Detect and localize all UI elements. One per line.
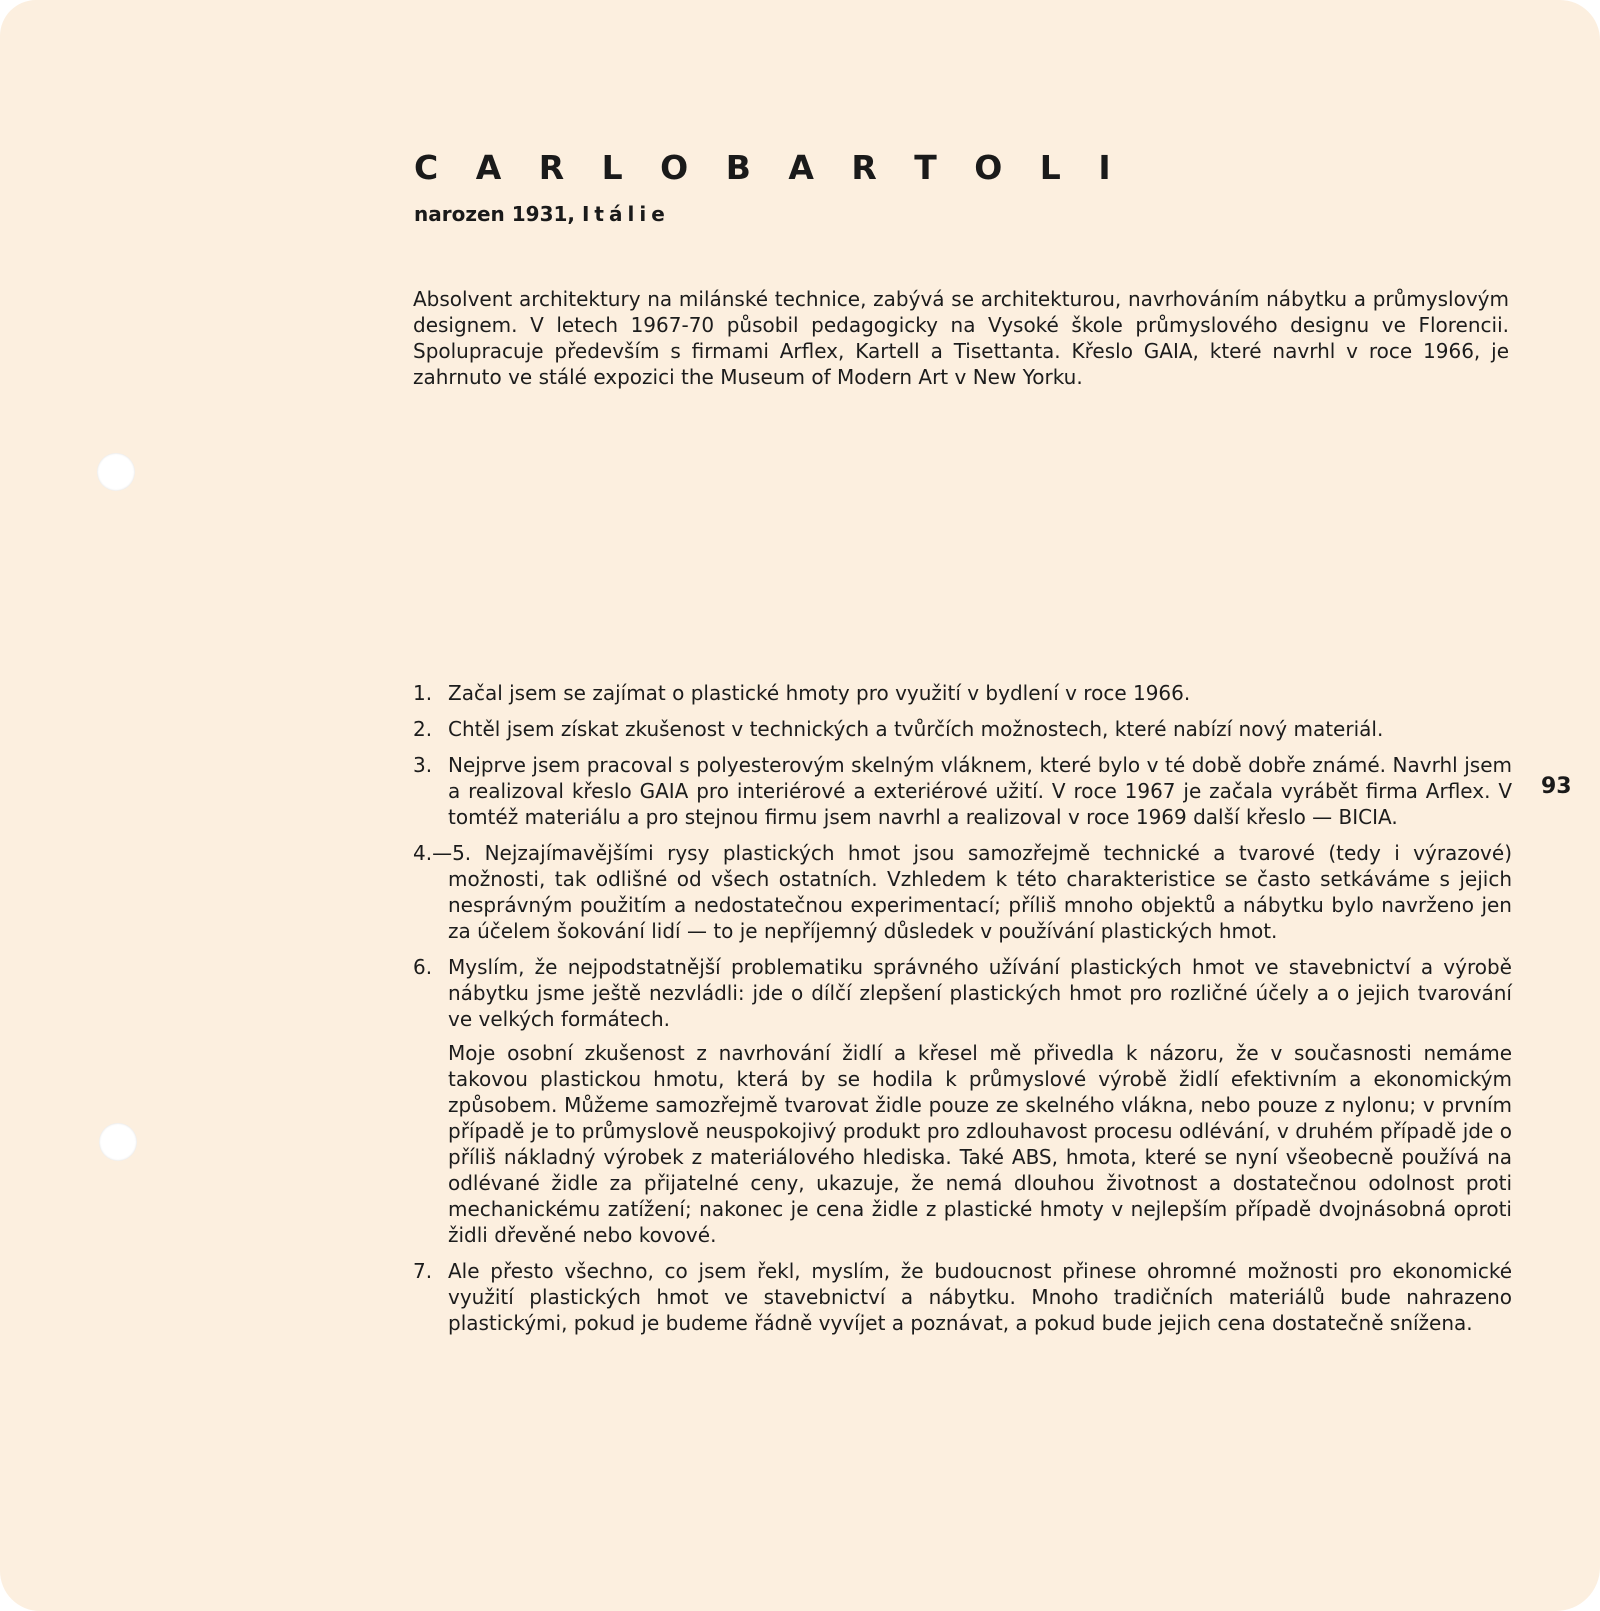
answer-item [413, 954, 1512, 1248]
answer-text [448, 752, 1512, 830]
answer-number-column [413, 716, 448, 742]
page-number: 93 [1541, 774, 1572, 799]
answer-item [413, 680, 1512, 706]
answer-paragraph: Ale přesto všechno, co jsem řekl, myslím, že budoucnost přinese ohromné možnosti pro ekonomické využití plastických hmot ve stavebnictví a nábytku. Mnoho tradičních materiálů bude nahrazeno plastickými, pokud je budeme řádně vyvíjet a poznávat, a pokud bude jejich cena dostatečně snížena. [448, 1259, 1512, 1335]
answer-text [413, 840, 1512, 944]
punch-hole-top [97, 453, 135, 491]
biography-paragraph: Absolvent architektury na milánské technice, zabývá se architekturou, navrhováním nábytku a průmyslovým designem. V letech 1967-70 působil pedagogicky na Vysoké škole průmyslového designu ve Florencii. Spolupracuje především s firmami Arflex, Kartell a Tisettanta. Křeslo GAIA, které navrhl v roce 1966, je zahrnuto ve stálé expozici the Museum of Modern Art v New Yorku. [413, 287, 1509, 389]
answer-number-column [413, 954, 448, 1248]
answer-item [413, 840, 1512, 944]
answer-text [448, 954, 1512, 1248]
answer-number: 2. [413, 717, 433, 741]
answer-item [413, 716, 1512, 742]
answer-paragraph [413, 840, 1512, 944]
punch-hole-bottom [99, 1123, 137, 1161]
answer-number: 1. [413, 681, 433, 705]
answer-item [413, 752, 1512, 830]
answer-number-column [413, 680, 448, 706]
answer-number: 7. [413, 1259, 433, 1283]
answer-text [448, 680, 1512, 706]
page-title: C A R L O B A R T O L I [414, 148, 1124, 187]
answer-number: 6. [413, 955, 433, 979]
birth-info: narozen 1931, [414, 202, 576, 226]
answer-paragraph-text: Nejzajímavějšími rysy plastických hmot jsou samozřejmě technické a tvarové (tedy i výrazové) možnosti, tak odlišné od všech ostatních. Vzhledem k této charakteristice se často setkáváme s jejich nesprávným použitím a nedostatečnou experimentací; příliš mnoho objektů a nábytku bylo navrženo jen za účelem šokování lidí — to je nepříjemný důsledek v používání plastických hmot. [448, 841, 1512, 943]
answer-paragraph: Moje osobní zkušenost z navrhování židlí a křesel mě přivedla k názoru, že v současnosti nemáme takovou plastickou hmotu, která by se hodila k průmyslové výrobě židlí efektivním a ekonomickým způsobem. Můžeme samozřejmě tvarovat židle pouze ze skelného vlákna, nebo pouze z nylonu; v prvním případě je to průmyslově neuspokojivý produkt pro zdlouhavost procesu odlévání, v druhém případě jde o příliš nákladný výrobek z materiálového hlediska. Také ABS, hmota, které se nyní všeobecně používá na odlévané židle za přijatelné ceny, ukazuje, že nemá dlouhou životnost a dostatečnou odolnost proti mechanickému zatížení; nakonec je cena židle z plastické hmoty v nejlepším případě dvojnásobná oproti židli dřevěné nebo kovové. [448, 1041, 1512, 1247]
answer-paragraph: Začal jsem se zajímat o plastické hmoty pro využití v bydlení v roce 1966. [448, 681, 1191, 705]
answer-number: 3. [413, 753, 433, 777]
page-subtitle [414, 202, 670, 226]
answers-list [413, 680, 1512, 1346]
answer-text [448, 716, 1512, 742]
country: Itálie [581, 202, 670, 226]
answer-paragraph: Chtěl jsem získat zkušenost v technických a tvůrčích možnostech, které nabízí nový materiál. [448, 717, 1384, 741]
answer-item [413, 1258, 1512, 1336]
answer-number-column [413, 752, 448, 830]
answer-paragraph: Myslím, že nejpodstatnější problematiku správného užívání plastických hmot ve stavebnictví a výrobě nábytku jsme ještě nezvládli: jde o dílčí zlepšení plastických hmot pro rozličné účely a o jejich tvarování ve velkých formátech. [448, 955, 1512, 1031]
answer-text [448, 1258, 1512, 1336]
answer-paragraph: Nejprve jsem pracoval s polyesterovým skelným vláknem, které bylo v té době dobře známé. Navrhl jsem a realizoval křeslo GAIA pro interiérové a exteriérové užití. V roce 1967 je začala vyrábět firma Arflex. V tomtéž materiálu a pro stejnou firmu jsem navrhl a realizoval v roce 1969 další křeslo — BICIA. [448, 753, 1512, 829]
answer-number-column [413, 1258, 448, 1336]
answer-number: 4.—5. [413, 841, 472, 865]
